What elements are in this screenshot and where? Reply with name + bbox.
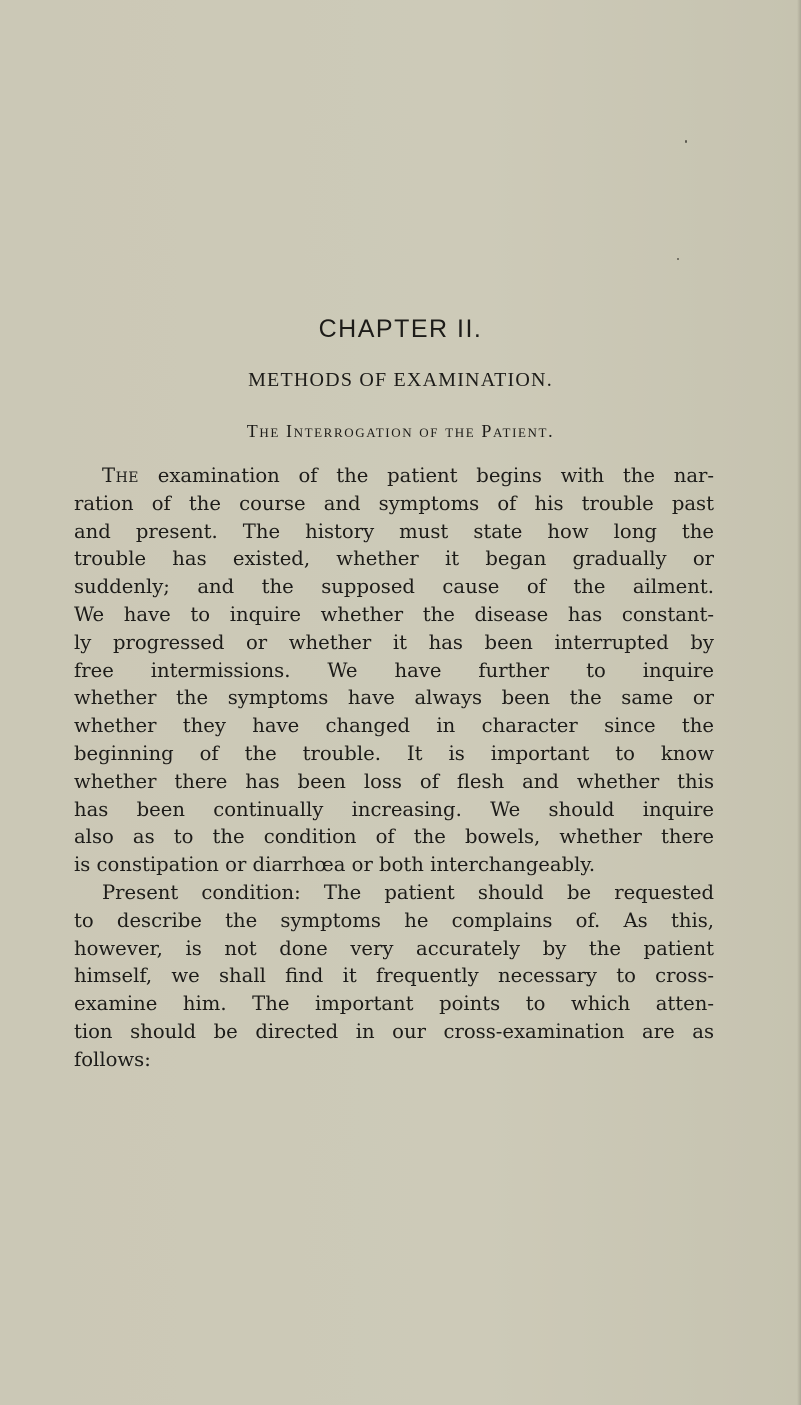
page-edge-shadow xyxy=(797,0,801,1405)
text-line: tion should be directed in our cross-examination are as xyxy=(74,1019,714,1043)
text-line: ration of the course and symptoms of his trouble past xyxy=(74,491,714,515)
text-line: follows: xyxy=(74,1047,151,1071)
text-line: beginning of the trouble. It is important to know xyxy=(74,741,714,765)
body-text xyxy=(74,462,714,1074)
text-line: whether the symptoms have always been the same or xyxy=(74,686,714,710)
text-line: Present condition: The patient should be requested xyxy=(102,880,714,904)
text-line: We have to inquire whether the disease has constant- xyxy=(74,602,714,626)
text-line: has been continually increasing. We should inquire xyxy=(74,797,714,821)
text-line: and present. The history must state how long the xyxy=(74,519,714,543)
text-line: also as to the condition of the bowels, whether there xyxy=(74,825,714,849)
text-line: is constipation or diarrhœa or both interchangeably. xyxy=(74,853,596,877)
text-line: whether there has been loss of flesh and whether this xyxy=(74,769,714,793)
text-line: to describe the symptoms he complains of. As this, xyxy=(74,908,714,932)
page-speck xyxy=(677,258,679,260)
text-line: free intermissions. We have further to inquire xyxy=(74,658,714,682)
text-line: himself, we shall find it frequently necessary to cross- xyxy=(74,964,714,988)
text-line-content: examination of the patient begins with the nar- xyxy=(157,464,714,487)
text-line: whether they have changed in character since the xyxy=(74,714,714,738)
paragraph-1 xyxy=(74,462,714,879)
text-line: trouble has existed, whether it began gradually or xyxy=(74,547,714,571)
text-line xyxy=(74,462,714,490)
chapter-title: CHAPTER II. xyxy=(318,315,483,343)
text-line: ly progressed or whether it has been interrupted by xyxy=(74,630,714,654)
text-line: examine him. The important points to which atten- xyxy=(74,992,714,1016)
paragraph-2 xyxy=(74,879,714,1074)
lead-word: The xyxy=(102,464,139,487)
page-speck xyxy=(685,140,687,143)
text-line: however, is not done very accurately by the patient xyxy=(74,936,714,960)
text-line: suddenly; and the supposed cause of the ailment. xyxy=(74,575,714,599)
subsection-heading: The Interrogation of the Patient. xyxy=(246,421,555,441)
section-heading: METHODS OF EXAMINATION. xyxy=(248,369,553,391)
